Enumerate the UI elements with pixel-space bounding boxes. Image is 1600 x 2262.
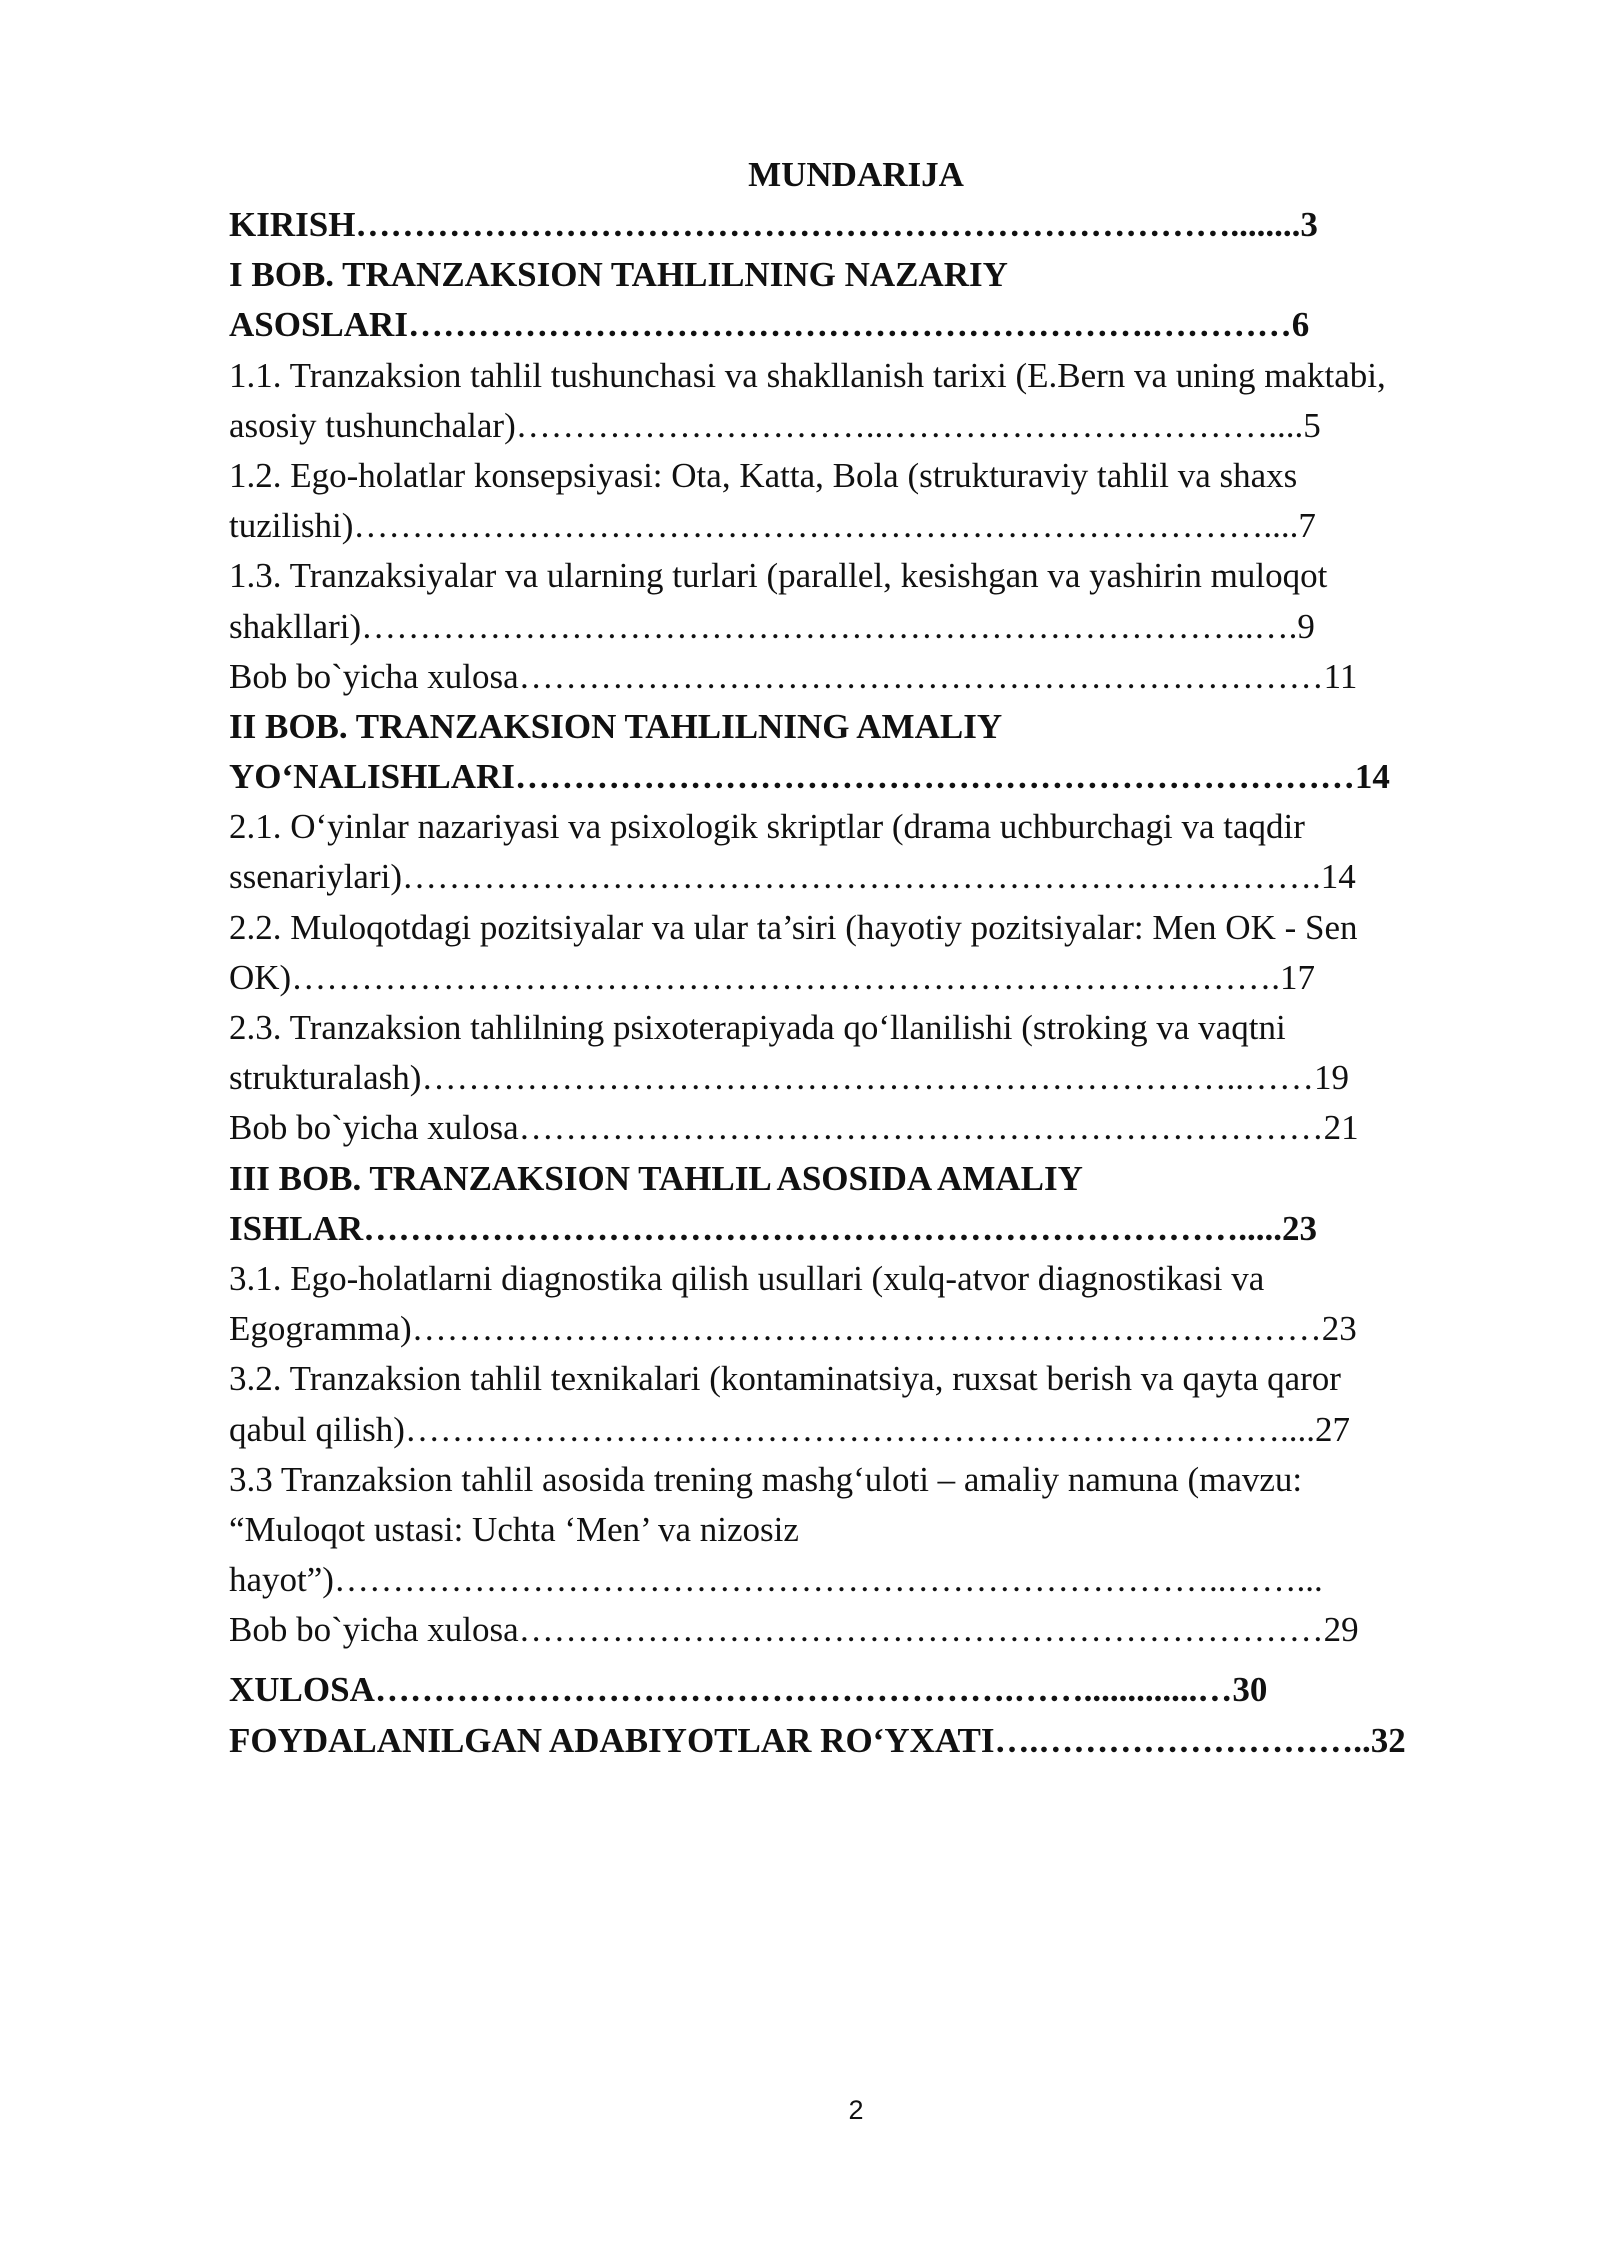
toc-entry-line: 1.1. Tranzaksion tahlil tushunchasi va shakllanish tarixi (E.Bern va uning maktabi, (229, 355, 1386, 395)
toc-heading-line: YO‘NALISHLARI………………………………………………………………14 (229, 757, 1390, 797)
toc-heading-line: III BOB. TRANZAKSION TAHLIL ASOSIDA AMALIY (229, 1158, 1083, 1198)
toc-entry-line: Bob bo`yicha xulosa……………………………………………………………21 (229, 1108, 1359, 1148)
toc-entry-line: 2.3. Tranzaksion tahlilning psixoterapiyada qo‘llanilishi (stroking va vaqtni (229, 1008, 1286, 1047)
toc-entry-line: tuzilishi)……………………………………………………………………....7 (229, 506, 1316, 546)
toc-entry-line: shakllari)…………………………………………………………………..….9 (229, 606, 1315, 646)
toc-entry-line: asosiy tushunchalar)…………………………..……………………………....5 (229, 405, 1321, 445)
toc-entry-line: qabul qilish)…………………………………………………………………....27 (229, 1409, 1350, 1449)
page-number: 2 (848, 2095, 864, 2125)
toc-heading-line: ISHLAR………………………………………………………………….....23 (229, 1208, 1317, 1248)
toc-entry-line: 3.3 Tranzaksion tahlil asosida trening mashg‘uloti – amaliy namuna (mavzu: (229, 1459, 1303, 1499)
toc-entry-line: ssenariylari)…………………………………………………………………….14 (229, 857, 1356, 897)
toc-entry-line: strukturalash)……………………………………………………………..……19 (229, 1058, 1349, 1098)
toc-heading-line: II BOB. TRANZAKSION TAHLILNING AMALIY (229, 706, 1003, 746)
toc-entry-line: Egogramma)……………………………………………………………………23 (229, 1309, 1357, 1349)
toc-heading-line: I BOB. TRANZAKSION TAHLILNING NAZARIY (229, 255, 1008, 295)
toc-entry-line: Bob bo`yicha xulosa……………………………………………………………11 (229, 656, 1358, 696)
toc-entry-line: 2.1. O‘yinlar nazariyasi va psixologik skriptlar (drama uchburchagi va taqdir (229, 807, 1305, 847)
toc-heading-line: FOYDALANILGAN ADABIYOTLAR RO‘YXATI….………………………..32 (229, 1720, 1406, 1760)
toc-entry-line: Bob bo`yicha xulosa……………………………………………………………29 (229, 1610, 1359, 1650)
toc-heading-line: XULOSA……………………………………………….…….............…30 (229, 1670, 1268, 1710)
toc-title: MUNDARIJA (748, 155, 964, 194)
toc-entry-line: 1.2. Ego-holatlar konsepsiyasi: Ota, Katta, Bola (strukturaviy tahlil va shaxs (229, 455, 1298, 495)
toc-entry-line: 3.2. Tranzaksion tahlil texnikalari (kontaminatsiya, ruxsat berish va qayta qaror (229, 1359, 1341, 1399)
toc-entry-line: 2.2. Muloqotdagi pozitsiyalar va ular ta’siri (hayotiy pozitsiyalar: Men OK - Sen (229, 907, 1358, 947)
toc-entry-line: 1.3. Tranzaksiyalar va ularning turlari (parallel, kesishgan va yashirin muloqot (229, 556, 1328, 596)
toc-heading-line: ASOSLARI……………………………………………………….…………6 (229, 305, 1310, 345)
toc-entry-line: 3.1. Ego-holatlarni diagnostika qilish usullari (xulq-atvor diagnostikasi va (229, 1258, 1265, 1298)
toc-entry-line: OK)………………………………………………………………………….17 (229, 957, 1315, 997)
table-of-contents (229, 200, 1484, 1766)
toc-entry-line: hayot”)…………………………………………………………………..……... (229, 1560, 1323, 1600)
toc-heading-line: KIRISH…………………………………………………………………........3 (229, 205, 1318, 244)
toc-entry-line: “Muloqot ustasi: Uchta ‘Men’ va nizosiz (229, 1509, 799, 1549)
